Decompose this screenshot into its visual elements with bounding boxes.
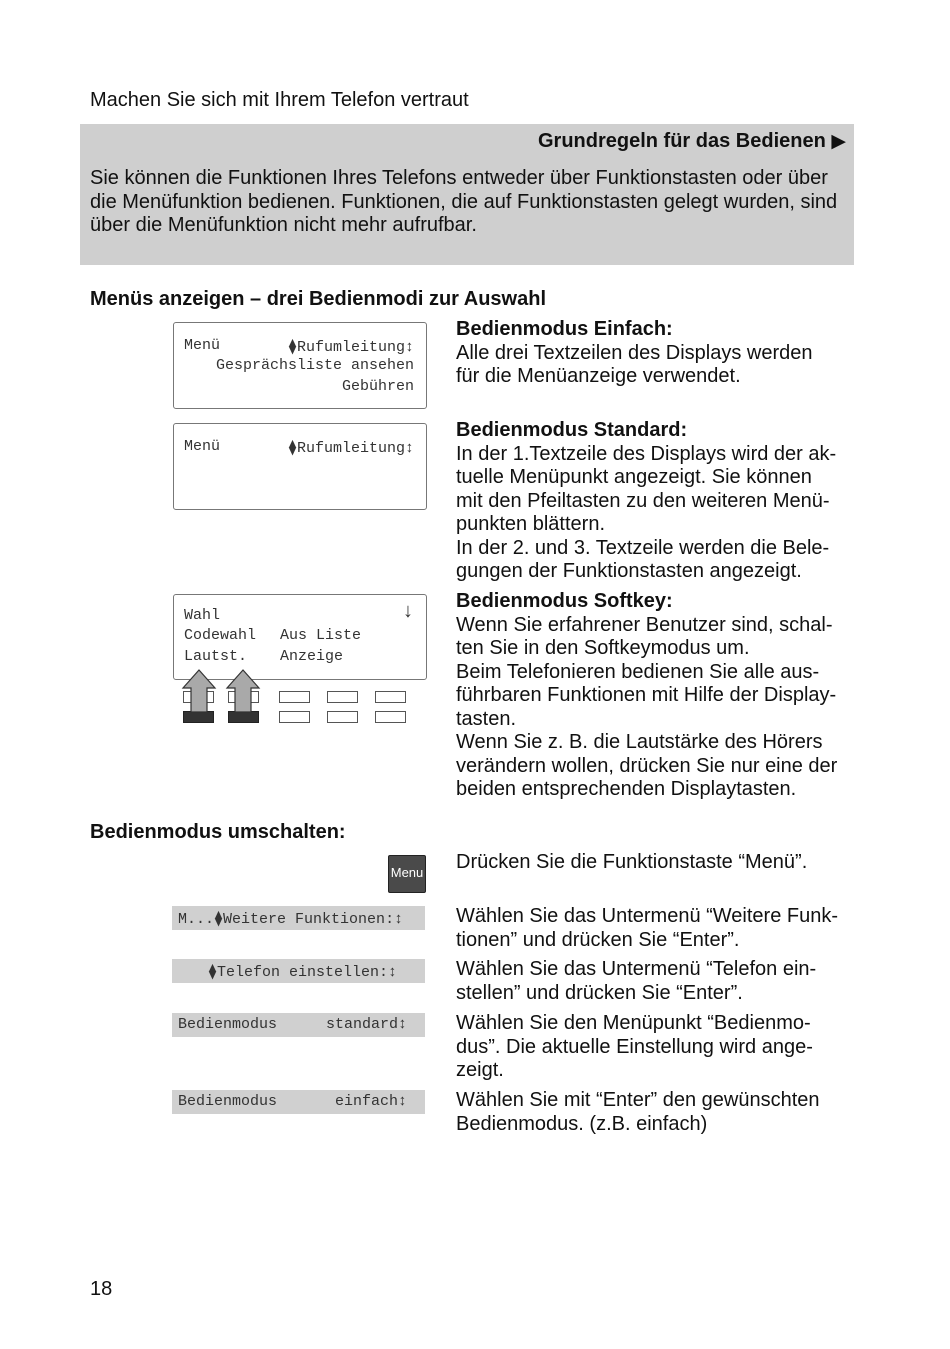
text-line: tuelle Menüpunkt angezeigt. Sie können <box>456 466 812 488</box>
mode-standard-block <box>456 419 856 584</box>
display-line: Bedienmodus <box>178 1016 278 1033</box>
text-line: zeigt. <box>456 1059 504 1081</box>
text-line: Wählen Sie den Menüpunkt “Bedienmo- <box>456 1012 811 1034</box>
text-line: In der 2. und 3. Textzeile werden die Bele- <box>456 536 830 559</box>
display-line: einfach↕ <box>334 1093 407 1110</box>
display-line: Gebühren <box>341 378 414 395</box>
softkey[interactable] <box>279 691 310 703</box>
mode-softkey-title: Bedienmodus Softkey: <box>456 590 673 612</box>
display-strip-further-functions <box>172 906 425 930</box>
display-line: ⧫Rufumleitung↕ <box>287 339 414 356</box>
display-line: Aus Liste <box>280 627 362 644</box>
display-line: Wahl <box>184 607 221 624</box>
display-line: Bedienmodus <box>178 1093 278 1110</box>
text-line: Wenn Sie z. B. die Lautstärke des Hörers <box>456 731 823 753</box>
softkey[interactable] <box>279 711 310 723</box>
mode-softkey-block <box>456 590 856 802</box>
display-line: Codewahl <box>184 627 257 644</box>
text-line: Wenn Sie erfahrener Benutzer sind, schal- <box>456 613 833 636</box>
step-mode-item-text <box>456 1012 856 1083</box>
display-line: Menü <box>184 337 221 354</box>
text-line: Wählen Sie das Untermenü “Weitere Funk- <box>456 905 839 927</box>
text-line: Bedienmodus. (z.B. einfach) <box>456 1112 708 1135</box>
play-arrow-icon: ▶ <box>831 131 846 152</box>
display-line: ⧫Telefon einstellen:↕ <box>208 964 398 981</box>
running-header: Machen Sie sich mit Ihrem Telefon vertraut <box>90 89 469 111</box>
step-select-mode-text <box>456 1089 856 1136</box>
text-line: In der 1.Textzeile des Displays wird der ak- <box>456 442 837 465</box>
page-number: 18 <box>90 1278 113 1300</box>
up-arrow-icons <box>178 668 268 713</box>
text-line: mit den Pfeiltasten zu den weiteren Menü- <box>456 489 830 512</box>
intro-box <box>80 124 854 265</box>
display-line: ⧫Rufumleitung↕ <box>287 440 414 457</box>
display-strip-mode-standard <box>172 1013 425 1037</box>
section-heading-switch-mode: Bedienmodus umschalten: <box>90 821 346 843</box>
section-heading-menus: Menüs anzeigen – drei Bedienmodi zur Auswahl <box>90 288 547 310</box>
softkey[interactable] <box>327 691 358 703</box>
display-standard <box>173 423 427 510</box>
mode-simple-block <box>456 318 856 389</box>
text-line: stellen” und drücken Sie “Enter”. <box>456 981 743 1004</box>
text-line: ten Sie in den Softkeymodus um. <box>456 637 750 659</box>
intro-title: Grundregeln für das Bedienen <box>537 130 826 152</box>
softkey[interactable] <box>327 711 358 723</box>
text-line: punkten blättern. <box>456 513 605 535</box>
text-line: für die Menüanzeige verwendet. <box>456 365 741 387</box>
display-strip-phone-settings <box>172 959 425 983</box>
text-line: Drücken Sie die Funktionstaste “Menü”. <box>456 851 808 873</box>
display-strip-mode-simple <box>172 1090 425 1114</box>
text-line: Alle drei Textzeilen des Displays werden <box>456 341 813 364</box>
text-line: gungen der Funktionstasten angezeigt. <box>456 560 802 582</box>
text-line: beiden entsprechenden Displaytasten. <box>456 778 797 800</box>
display-line: Anzeige <box>280 648 344 665</box>
display-simple <box>173 322 427 409</box>
menu-key-button[interactable]: Menu <box>388 855 426 893</box>
text-line: führbaren Funktionen mit Hilfe der Display- <box>456 684 837 706</box>
step-phone-settings-text <box>456 958 856 1005</box>
text-line: Wählen Sie mit “Enter” den gewünschten <box>456 1089 820 1111</box>
display-line: standard↕ <box>325 1016 407 1033</box>
text-line: tasten. <box>456 707 517 730</box>
display-line: Gesprächsliste ansehen <box>215 357 414 374</box>
up-arrow-icon <box>183 670 215 712</box>
arrow-down-icon: ↓ <box>401 601 414 624</box>
softkey[interactable] <box>375 711 406 723</box>
text-line: tionen” und drücken Sie “Enter”. <box>456 928 740 951</box>
text-line: verändern wollen, drücken Sie nur eine der <box>456 754 838 777</box>
text-line: Wählen Sie das Untermenü “Telefon ein- <box>456 958 817 980</box>
intro-text: Sie können die Funktionen Ihres Telefons entweder über Funktionstasten oder über die Menüfunktion bedienen. Funktionen, die auf Funktionstasten gelegt wurden, sind über die Menüfunktion nicht mehr aufrufbar. <box>90 167 838 236</box>
softkey[interactable] <box>375 691 406 703</box>
up-arrow-icon <box>227 670 259 712</box>
intro-title-wrap <box>538 130 846 154</box>
display-line: Menü <box>184 438 221 455</box>
display-line: Lautst. <box>184 648 248 665</box>
mode-simple-title: Bedienmodus Einfach: <box>456 318 673 340</box>
step-menu-text <box>456 851 856 875</box>
text-line: dus”. Die aktuelle Einstellung wird ange- <box>456 1035 813 1058</box>
display-line: M...⧫Weitere Funktionen:↕ <box>178 911 404 928</box>
step-further-functions-text <box>456 905 856 952</box>
mode-standard-title: Bedienmodus Standard: <box>456 419 688 441</box>
text-line: Beim Telefonieren bedienen Sie alle aus- <box>456 660 820 683</box>
